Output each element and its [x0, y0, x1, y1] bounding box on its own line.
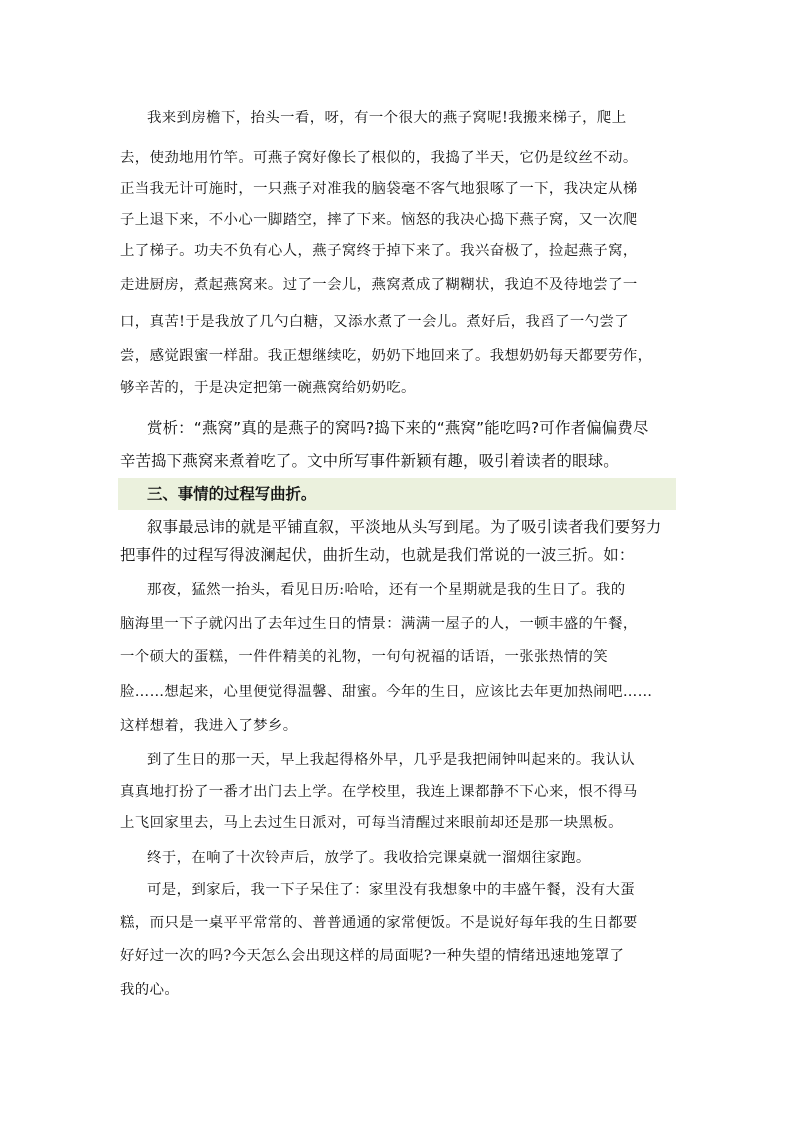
analysis-line: 赏析：“燕窝”真的是燕子的窝吗?捣下来的“燕窝”能吃吗?可作者偏偏费尽	[147, 419, 649, 437]
story-line: 脑海里一下子就闪出了去年过生日的情景：满满一屋子的人，一顿丰盛的午餐，	[120, 616, 638, 632]
story-line: 我的心。	[120, 982, 180, 998]
story-line: 一个硕大的蛋糕，一件件精美的礼物，一句句祝福的话语，一张张热情的笑	[120, 649, 609, 665]
story-line: 口，真苦!于是我放了几勺白糖，又添水煮了一会儿。煮好后，我舀了一勺尝了	[120, 314, 630, 330]
story-line: 糕，而只是一桌平平常常的、普普通通的家常便饭。不是说好每年我的生日都要	[120, 915, 638, 931]
story-line: 好好过一次的吗?今天怎么会出现这样的局面呢?一种失望的情绪迅速地笼罩了	[120, 948, 625, 964]
analysis-line: 辛苦捣下燕窝来煮着吃了。文中所写事件新颖有趣，吸引着读者的眼球。	[120, 452, 619, 470]
intro-line: 把事件的过程写得波澜起伏，曲折生动，也就是我们常说的一波三折。如：	[120, 546, 635, 564]
section-heading: 三、事情的过程写曲折。	[147, 485, 317, 503]
story-line: 这样想着，我进入了梦乡。	[120, 718, 298, 734]
story-line: 到了生日的那一天，早上我起得格外早，几乎是我把闹钟叫起来的。我认认	[147, 752, 636, 768]
story-line: 上了梯子。功夫不负有心人，燕子窝终于掉下来了。我兴奋极了，捡起燕子窝，	[120, 243, 638, 259]
story-line: 够辛苦的，于是决定把第一碗燕窝给奶奶吃。	[120, 380, 416, 396]
story-line: 去，使劲地用竹竿。可燕子窝好像长了根似的，我捣了半天，它仍是纹丝不动。	[120, 150, 638, 166]
story-line: 可是，到家后，我一下子呆住了：家里没有我想象中的丰盛午餐，没有大蛋	[147, 882, 636, 898]
story-line: 那夜，猛然一抬头，看见日历:哈哈，还有一个星期就是我的生日了。我的	[147, 582, 626, 598]
story-line: 尝，感觉跟蜜一样甜。我正想继续吃，奶奶下地回来了。我想奶奶每天都要劳作，	[120, 348, 653, 364]
story-line: 上飞回家里去，马上去过生日派对，可每当清醒过来眼前却还是那一块黑板。	[120, 815, 623, 831]
story-line: 走进厨房，煮起燕窝来。过了一会儿，燕窝煮成了糊糊状，我迫不及待地尝了一	[120, 277, 638, 293]
story-line: 真真地打扮了一番才出门去上学。在学校里，我连上课都静不下心来，恨不得马	[120, 784, 638, 800]
story-line: 脸……想起来，心里便觉得温馨、甜蜜。今年的生日，应该比去年更加热闹吧……	[120, 684, 653, 700]
intro-line: 叙事最忌讳的就是平铺直叙，平淡地从头写到尾。为了吸引读者我们要努力	[147, 518, 662, 536]
story-line: 我来到房檐下，抬头一看，呀，有一个很大的燕子窝呢!我搬来梯子，爬上	[147, 110, 627, 126]
story-line: 子上退下来，不小心一脚踏空，摔了下来。恼怒的我决心捣下燕子窝，又一次爬	[120, 212, 638, 228]
story-line: 终于，在响了十次铃声后，放学了。我收拾完课桌就一溜烟往家跑。	[147, 850, 591, 866]
story-line: 正当我无计可施时，一只燕子对准我的脑袋毫不客气地狠啄了一下，我决定从梯	[120, 181, 638, 197]
